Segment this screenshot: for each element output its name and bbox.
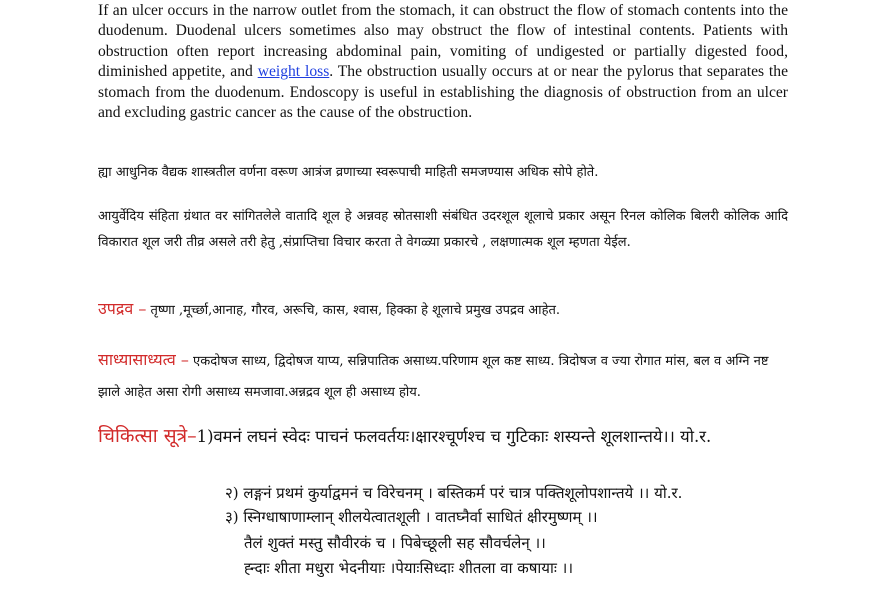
- english-text-after-link: . The obstruction usually occurs at or near the pylorus that separates the stomach from the duodenum. Endoscopy is useful in establishing the diagnosis of obstruction from an ulcer and excluding gastric cancer as the cause of the obstruction.: [98, 63, 788, 122]
- upadrava-heading: उपद्रव –: [98, 299, 147, 318]
- marathi-intro: ह्या आधुनिक वैद्यक शास्त्रतील वर्णना वरूण आत्रंज व्रणाच्या स्वरूपाची माहिती समजण्यास अधिक सोपे होते.: [98, 165, 599, 180]
- upadrava-section: [98, 296, 560, 324]
- sutra-line: तैलं शुक्तं मस्तु सौवीरकं च । पिबेच्छूली सह सौवर्चलेन् ।।: [244, 534, 546, 552]
- sutra-line: ३) स्निग्धाषाणाम्लान् शीलयेत्वातशूली । वातघ्नैर्वा साधितं क्षीरमुष्णम् ।।: [225, 508, 598, 526]
- english-text-before-link: If an ulcer occurs in the narrow outlet from the stomach, it can obstruct the flow of stomach contents into the duodenum. Duodenal ulcers sometimes also may obstruct the flow of intestinal contents. Patients with obstruction often report increasing abdominal pain, vomiting of undigested or partially digested food, diminished appetite, and: [98, 2, 788, 81]
- weight-loss-link[interactable]: weight loss: [257, 63, 330, 81]
- upadrava-text: तृष्णा ,मूर्च्छा,आनाह, गौरव, अरूचि, कास, श्वास, हिक्का हे शूलाचे प्रमुख उपद्रव आहेत.: [150, 303, 561, 318]
- sadhyasadhyatva-text: एकदोषज साध्य, द्विदोषज याप्य, सन्निपातिक असाध्य.परिणाम शूल कष्ट साध्य. त्रिदोषज व ज्या रोगात मांस, बल व अग्नि नष्ट झाले आहेत असा रोगी असाध्य समजावा.अन्नद्रव शूल ही असाध्य होय.: [98, 354, 769, 400]
- english-paragraph: [98, 1, 788, 123]
- sadhyasadhyatva-heading: साध्यासाध्यत्व –: [98, 350, 189, 369]
- chikitsa-heading: चिकित्सा सूत्रे–: [98, 425, 197, 447]
- chikitsa-first-sutra: 1)वमनं लघनं स्वेदः पाचनं फलवर्तयः।क्षारश्चूर्णश्च च गुटिकाः शस्यन्ते शूलशान्तये।। यो.र.: [196, 427, 712, 446]
- sutra-line: ह्न्दाः शीता मधुरा भेदनीयाः ।पेयाःसिध्दाः शीतला वा कषायाः ।।: [244, 559, 574, 577]
- sadhyasadhyatva-section: [98, 344, 788, 408]
- ayurveda-paragraph: आयुर्वेदिय संहिता ग्रंथात वर सांगितलेले वातादि शूल हे अन्नवह स्रोतसाशी संबंधित उदरशूल शूलाचे प्रकार असून रिनल कोलिक बिलरी कोलिक आदि विकारात शूल जरी तीव्र असले तरी हेतु ,संप्राप्तिचा विचार करता ते वेगळ्या प्रकारचे , लक्षणात्मक शूल म्हणता येईल.: [98, 209, 788, 250]
- chikitsa-section: [98, 422, 798, 451]
- sutra-line: २) लङ्गनं प्रथमं कुर्याद्वमनं च विरेचनम् । बस्तिकर्म परं चात्र पक्तिशूलोपशान्तये ।। यो.र.: [225, 484, 683, 502]
